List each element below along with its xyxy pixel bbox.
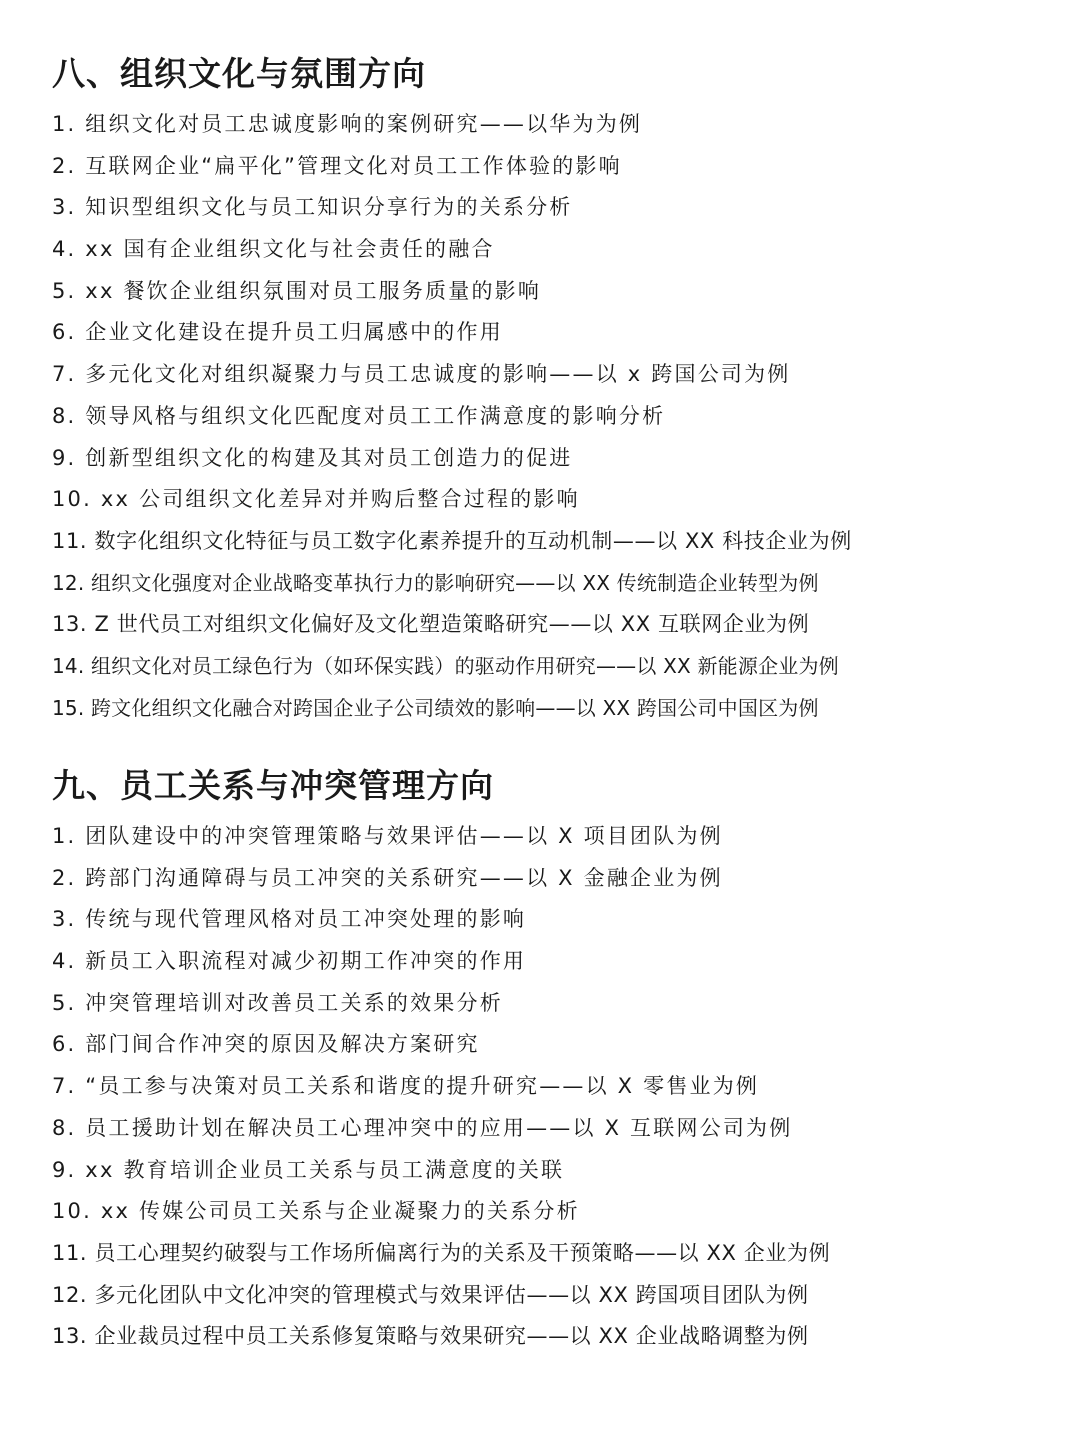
list-item: 1. 组织文化对员工忠诚度影响的案例研究——以华为为例 bbox=[52, 112, 643, 136]
list-item: 9. 创新型组织文化的构建及其对员工创造力的促进 bbox=[52, 445, 573, 470]
list-item: 11. 员工心理契约破裂与工作场所偏离行为的关系及干预策略——以 XX 企业为例 bbox=[52, 1240, 831, 1265]
list-item: 11. 数字化组织文化特征与员工数字化素养提升的互动机制——以 XX 科技企业为例 bbox=[52, 528, 852, 553]
list-item: 9. xx 教育培训企业员工关系与员工满意度的关联 bbox=[52, 1157, 565, 1182]
list-item: 5. 冲突管理培训对改善员工关系的效果分析 bbox=[52, 990, 503, 1015]
list-item: 13. 企业裁员过程中员工关系修复策略与效果研究——以 XX 企业战略调整为例 bbox=[52, 1324, 809, 1349]
list-item: 8. 领导风格与组织文化匹配度对员工工作满意度的影响分析 bbox=[52, 403, 666, 428]
list-item: 4. xx 国有企业组织文化与社会责任的融合 bbox=[52, 237, 495, 262]
list-item: 2. 互联网企业“扁平化”管理文化对员工工作体验的影响 bbox=[52, 153, 622, 178]
section-title: 八、组织文化与氛围方向 bbox=[52, 54, 426, 93]
list-item: 12. 多元化团队中文化冲突的管理模式与效果评估——以 XX 跨国项目团队为例 bbox=[52, 1282, 809, 1307]
list-item: 6. 部门间合作冲突的原因及解决方案研究 bbox=[52, 1032, 480, 1057]
list-item: 2. 跨部门沟通障碍与员工冲突的关系研究——以 X 金融企业为例 bbox=[52, 865, 723, 890]
list-item: 7. 多元化文化对组织凝聚力与员工忠诚度的影响——以 x 跨国公司为例 bbox=[52, 362, 791, 387]
list-item: 1. 团队建设中的冲突管理策略与效果评估——以 X 项目团队为例 bbox=[52, 824, 723, 848]
list-item: 10. xx 传媒公司员工关系与企业凝聚力的关系分析 bbox=[52, 1199, 580, 1224]
list-item: 14. 组织文化对员工绿色行为（如环保实践）的驱动作用研究——以 XX 新能源企业为例 bbox=[52, 653, 839, 678]
list-item: 4. 新员工入职流程对减少初期工作冲突的作用 bbox=[52, 949, 527, 974]
section-employee-relations bbox=[52, 764, 1052, 1358]
topic-list bbox=[52, 816, 1052, 1358]
list-item: 7. “员工参与决策对员工关系和谐度的提升研究——以 X 零售业为例 bbox=[52, 1074, 760, 1099]
list-item: 13. Z 世代员工对组织文化偏好及文化塑造策略研究——以 XX 互联网企业为例 bbox=[52, 612, 810, 637]
section-organizational-culture bbox=[52, 52, 1052, 729]
list-item: 6. 企业文化建设在提升员工归属感中的作用 bbox=[52, 320, 503, 345]
list-item: 10. xx 公司组织文化差异对并购后整合过程的影响 bbox=[52, 487, 580, 512]
list-item: 3. 传统与现代管理风格对员工冲突处理的影响 bbox=[52, 907, 527, 932]
topic-list bbox=[52, 104, 1052, 729]
list-item: 8. 员工援助计划在解决员工心理冲突中的应用——以 X 互联网公司为例 bbox=[52, 1115, 793, 1140]
list-item: 15. 跨文化组织文化融合对跨国企业子公司绩效的影响——以 XX 跨国公司中国区为例 bbox=[52, 695, 819, 720]
list-item: 12. 组织文化强度对企业战略变革执行力的影响研究——以 XX 传统制造企业转型为例 bbox=[52, 570, 819, 595]
list-item: 5. xx 餐饮企业组织氛围对员工服务质量的影响 bbox=[52, 278, 542, 303]
list-item: 3. 知识型组织文化与员工知识分享行为的关系分析 bbox=[52, 195, 573, 220]
section-title: 九、员工关系与冲突管理方向 bbox=[52, 766, 494, 805]
